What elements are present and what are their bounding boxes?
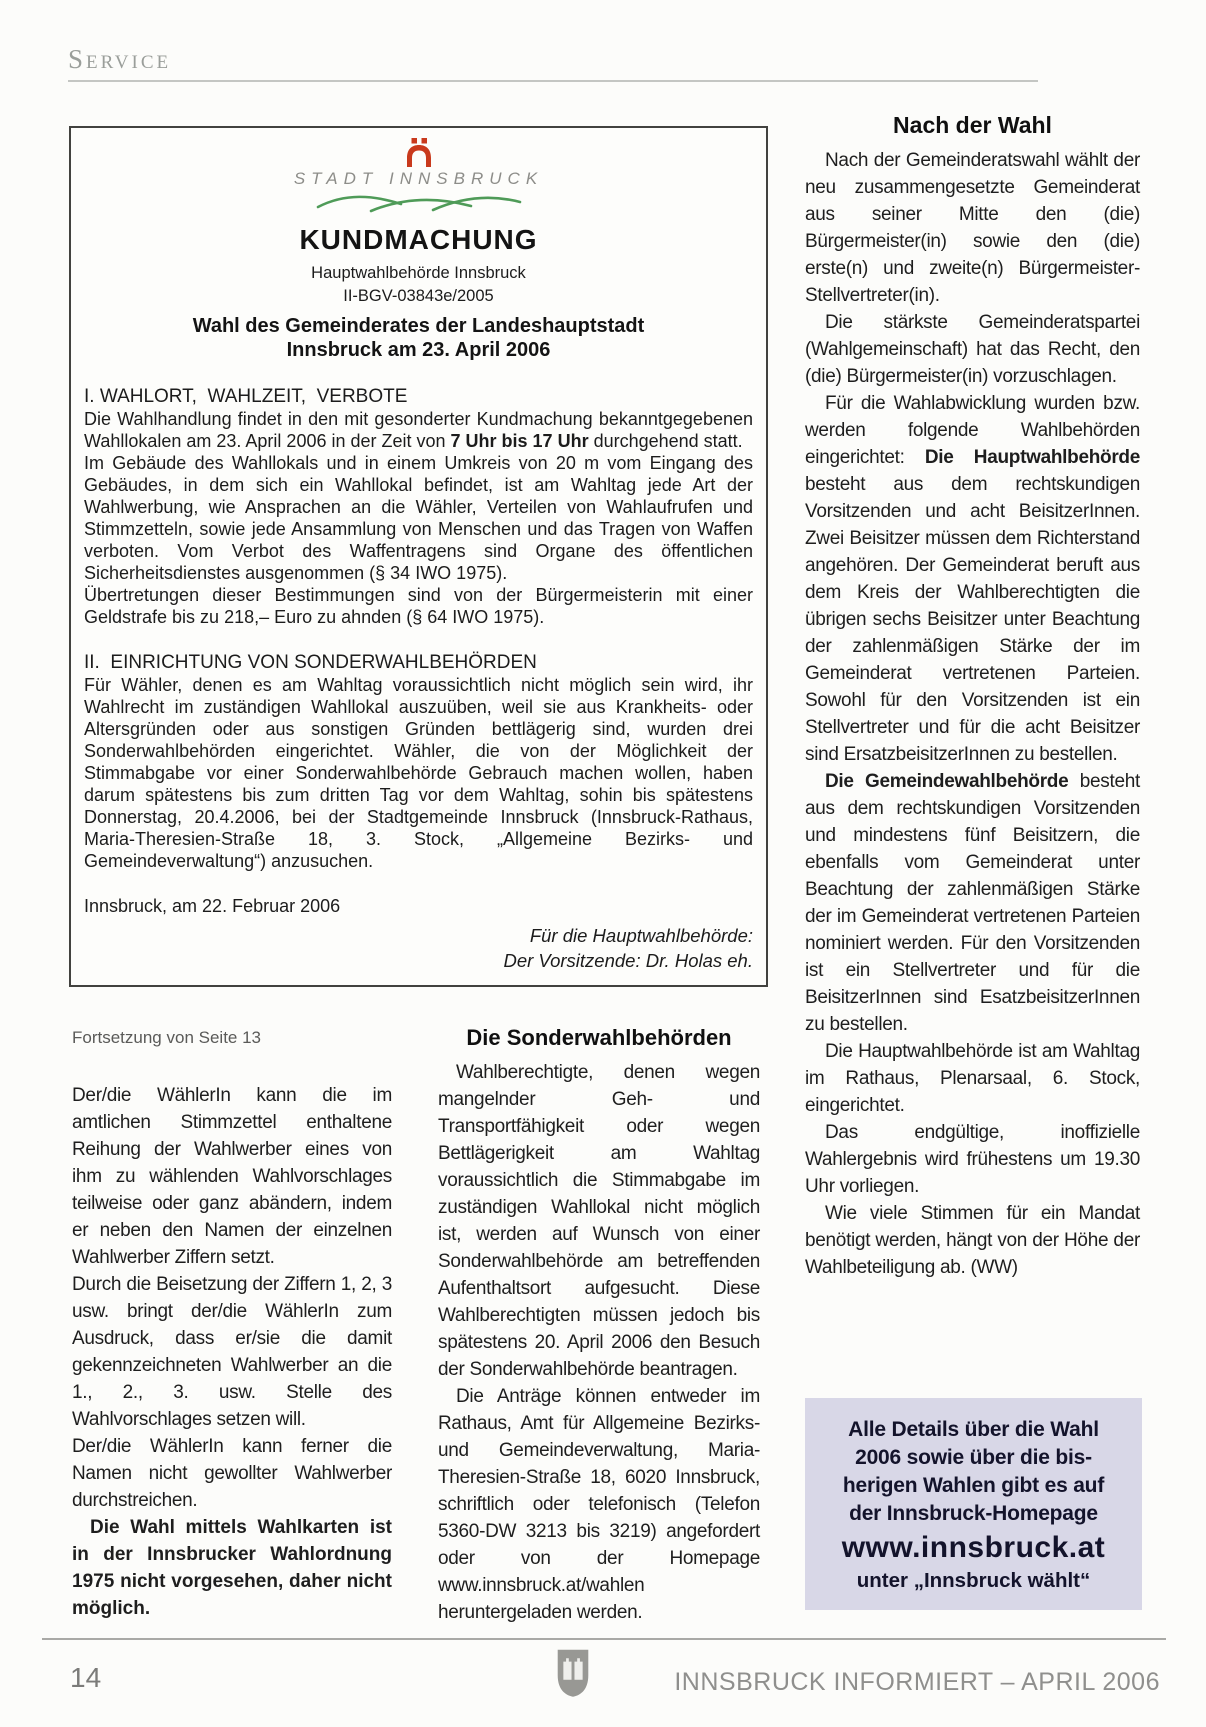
kundmachung-para-1 [84,408,753,452]
kundmachung-title: KUNDMACHUNG [299,224,538,255]
kundmachung-subject-line2: Innsbruck am 23. April 2006 [286,339,551,361]
para1-pre: Die Wahlhandlung findet in den mit gesonderter Kundmachung bekanntgegebenen Wahllokalen am 23. April 2006 in der Zeit von [84,409,753,451]
kundmachung-dateline: Innsbruck, am 22. Februar 2006 [84,896,341,916]
details-subline: unter „Innsbruck wählt“ [856,1568,1091,1592]
hauptwahlbehoerde-bold: Die Hauptwahlbehörde [924,447,1141,468]
left-para-3: Der/die WählerIn kann ferner die Namen nicht gewollter Wahlwerber durchstreichen. [72,1436,392,1511]
wahl-details-box [805,1398,1142,1610]
kundmachung-header [84,138,753,362]
para3-pre: Für die Wahlabwicklung wurden bzw. werden folgende Wahlbehörden eingerichtet: [805,393,1140,468]
para1-bold-hours: 7 Uhr bis 17 Uhr [450,431,589,451]
middle-para-2: Die Anträge können entweder im Rathaus, Amt für Allgemeine Bezirks- und Gemeindeverwaltung, Maria-Theresien-Straße 18, 6020 Innsbruck, schriftlich oder telefonisch (Telefon 5360-DW 3213 bis 3219) angefordert oder von der Homepage www.innsbruck.at/wahlen heruntergeladen werden. [438,1386,760,1623]
section-2-heading: II. EINRICHTUNG VON SONDERWAHLBEHÖRDEN [84,652,537,673]
section-1-heading: I. WAHLORT, WAHLZEIT, VERBOTE [84,386,408,407]
left-column [72,1082,392,1622]
left-para-4-bold: Die Wahl mittels Wahlkarten ist in der Innsbrucker Wahlordnung 1975 nicht vorgesehen, daher nicht möglich. [72,1517,392,1619]
middle-column-heading: Die Sonderwahlbehörden [466,1025,732,1050]
kundmachung-authority: Hauptwahlbehörde Innsbruck [311,264,526,282]
left-para-2: Durch die Beisetzung der Ziffern 1, 2, 3 usw. bringt der/die WählerIn zum Ausdruck, dass er/sie die damit gekennzeichneten Wahlwerber an die 1., 2., 3. usw. Stelle des Wahlvorschlages setzen will. [72,1274,392,1430]
continuation-note: Fortsetzung von Seite 13 [72,1028,262,1047]
page-number: 14 [70,1662,102,1693]
kundmachung-reference: II-BGV-03843e/2005 [343,287,494,305]
kundmachung-body [84,408,753,628]
middle-para-1: Wahlberechtigte, denen wegen mangelnder Geh- und Transportfähigkeit oder wegen Bettlägerigkeit am Wahltag voraussichtlich die Stimmabgabe im zuständigen Wahllokal nicht möglich ist, werden auf Wunsch von einer Sonderwahlbehörde am betreffenden Aufenthaltsort aufgesucht. Diese Wahlberechtigten müssen jedoch bis spätestens 20. April 2006 den Besuch der Sonderwahlbehörde beantragen. [438,1062,760,1380]
stadt-innsbruck-crown-icon [403,138,435,167]
right-para-4 [805,768,1140,1038]
header-divider [68,80,1038,82]
right-para-5: Die Hauptwahlbehörde ist am Wahltag im Rathaus, Plenarsaal, 6. Stock, eingerichtet. [805,1041,1140,1116]
kundmachung-body-2 [84,674,753,872]
right-column [805,112,1140,1281]
details-text: Alle Details über die Wahl 2006 sowie über die bis- herigen Wahlen gibt es auf der Innsbruck-Homepage [842,1417,1105,1525]
innsbruck-url: www.innsbruck.at [841,1530,1106,1564]
green-waves-icon [315,190,523,214]
kundmachung-box [69,126,768,987]
gemeindewahlbehoerde-bold: Die Gemeindewahlbehörde [825,771,1069,792]
kundmachung-para-3: Übertretungen dieser Bestimmungen sind von der Bürgermeisterin mit einer Geldstrafe bis zu 218,– Euro zu ahnden (§ 64 IWO 1975). [84,585,753,627]
para1-post: durchgehend statt. [588,431,743,451]
section-label: Service [68,44,172,74]
signature-line-2: Der Vorsitzende: Dr. Holas eh. [503,950,753,971]
right-para-2: Die stärkste Gemeinderatspartei (Wahlgemeinschaft) hat das Recht, den (die) Bürgermeister(in) vorzuschlagen. [805,312,1140,387]
para4-post: besteht aus dem rechtskundigen Vorsitzenden und mindestens fünf Beisitzern, die ebenfalls vom Gemeinderat unter Beachtung der zahlenmäßigen Stärke der im Gemeinderat vertretenen Parteien nominiert werden. Für den Vorsitzenden ist ein Stellvertreter und für die BeisitzerInnen sind EsatzbeisitzerInnen zu bestellen. [805,771,1140,1035]
kundmachung-subject-line1: Wahl des Gemeinderates der Landeshauptstadt [192,315,645,337]
middle-column [438,1025,760,1626]
right-para-6: Das endgültige, inoffizielle Wahlergebnis wird frühestens um 19.30 Uhr vorliegen. [805,1122,1140,1197]
innsbruck-shield-icon [556,1646,590,1700]
left-para-1: Der/die WählerIn kann die im amtlichen Stimmzettel enthaltene Reihung der Wahlwerber eines von ihm zu wählenden Wahlvorschlages teilweise oder ganz abändern, indem er neben den Namen der einzelnen Wahlwerber Ziffern setzt. [72,1085,392,1268]
publication-title: INNSBRUCK INFORMIERT – APRIL 2006 [674,1668,1160,1696]
right-para-7: Wie viele Stimmen für ein Mandat benötigt werden, hängt von der Höhe der Wahlbeteiligung ab. (WW) [805,1203,1140,1278]
signature-line-1: Für die Hauptwahlbehörde: [529,925,753,946]
right-para-3 [805,390,1140,768]
kundmachung-signature [84,923,753,973]
para3-post: besteht aus dem rechtskundigen Vorsitzenden und acht BeisitzerInnen. Zwei Beisitzer müssen dem Richterstand angehören. Der Gemeinderat beruft aus dem Kreis der Wahlberechtigten die übrigen sechs Beisitzer unter Beachtung der zahlenmäßigen Stärke der im Gemeinderat vertretenen Parteien. Sowohl für den Vorsitzenden ist ein Stellvertreter und für die acht Beisitzer sind ErsatzbeisitzerInnen zu bestellen. [805,474,1140,765]
kundmachung-para-4: Für Wähler, denen es am Wahltag voraussichtlich nicht möglich sein wird, ihr Wahlrecht im zuständigen Wahllokal auszuüben, weil sie aus Krankheits- oder Altersgründen oder aus sonstigen Gründen bettlägerig sind, wurden drei Sonderwahlbehörden eingerichtet. Wähler, die von der Möglichkeit der Stimmabgabe vor einer Sonderwahlbehörde Gebrauch machen wollen, haben darum spätestens bis zum dritten Tag vor dem Wahltag, sohin bis spätestens Donnerstag, 20.4.2006, bei der Stadtgemeinde Innsbruck (Innsbruck-Rathaus, Maria-Theresien-Straße 18, 3. Stock, „Allgemeine Bezirks- und Gemeindeverwaltung“) anzusuchen. [84,675,753,871]
right-para-1: Nach der Gemeinderatswahl wählt der neu zusammengesetzte Gemeinderat aus seiner Mitte den (die) Bürgermeister(in) sowie den (die) erste(n) und zweite(n) Bürgermeister-Stellvertreter(in). [805,150,1140,306]
stadt-innsbruck-wordmark: STADT INNSBRUCK [293,169,544,188]
footer-divider [42,1638,1166,1640]
right-column-heading: Nach der Wahl [893,112,1052,138]
kundmachung-para-2: Im Gebäude des Wahllokals und in einem Umkreis von 20 m vom Eingang des Gebäudes, in dem sich ein Wahllokal befindet, ist am Wahltag jede Art der Wahlwerbung, wie Ansprachen an die Wähler, Verteilen von Wahlaufrufen und Stimmzetteln, sowie jede Ansammlung von Menschen und das Tragen von Waffen verboten. Vom Verbot des Waffentragens sind Organe des öffentlichen Sicherheitsdienstes ausgenommen (§ 34 IWO 1975). [84,453,753,583]
